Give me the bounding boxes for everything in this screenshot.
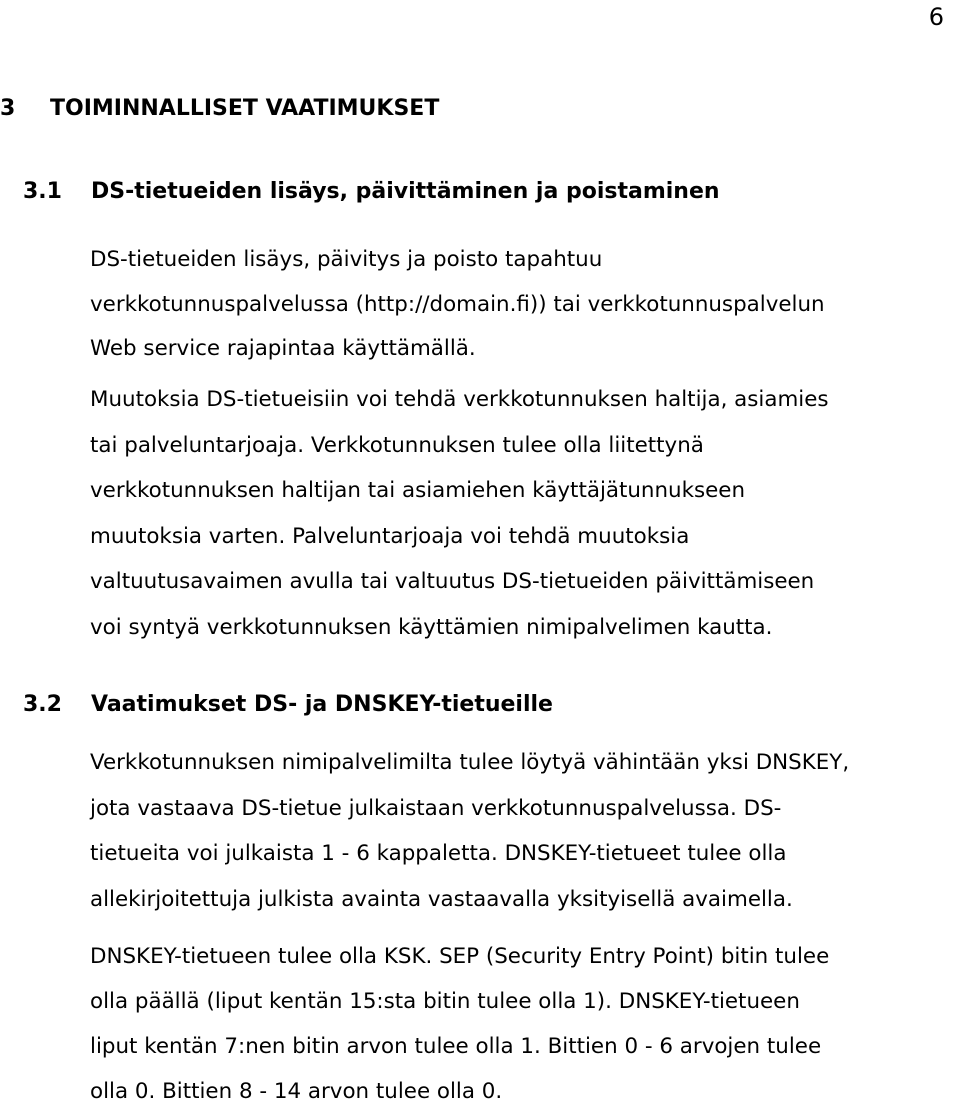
paragraph-line: muutoksia varten. Palveluntarjoaja voi tehdä muutoksia	[90, 523, 690, 549]
paragraph-line: tai palveluntarjoaja. Verkkotunnuksen tulee olla liitettynä	[90, 432, 704, 458]
paragraph-line: voi syntyä verkkotunnuksen käyttämien nimipalvelimen kautta.	[90, 614, 773, 640]
paragraph-who-can-change	[90, 377, 950, 650]
paragraph-line: jota vastaava DS-tietue julkaistaan verkkotunnuspalvelussa. DS-	[90, 795, 782, 821]
paragraph-line: verkkotunnuksen haltijan tai asiamiehen käyttäjätunnukseen	[90, 478, 746, 503]
subsection-number: 3.2	[23, 692, 62, 717]
page-number: 6	[928, 3, 944, 31]
paragraph-line: verkkotunnuspalvelussa (http://domain.fi)) tai verkkotunnuspalvelun	[90, 291, 825, 317]
paragraph-dnskey-requirement	[90, 740, 950, 922]
paragraph-line: liput kentän 7:nen bitin arvon tulee olla 1. Bittien 0 - 6 arvojen tulee	[90, 1034, 822, 1059]
subsection-heading-3-2	[23, 691, 553, 719]
paragraph-line: olla päällä (liput kentän 15:sta bitin tulee olla 1). DNSKEY-tietueen	[90, 989, 800, 1014]
section-heading	[0, 95, 439, 123]
paragraph-line: Verkkotunnuksen nimipalvelimilta tulee löytyä vähintään yksi DNSKEY,	[90, 750, 850, 775]
section-title: TOIMINNALLISET VAATIMUKSET	[50, 96, 440, 121]
paragraph-line: DS-tietueiden lisäys, päivitys ja poisto tapahtuu	[90, 247, 603, 272]
paragraph-line: tietueita voi julkaista 1 - 6 kappaletta. DNSKEY-tietueet tulee olla	[90, 841, 787, 866]
paragraph-line: Muutoksia DS-tietueisiin voi tehdä verkkotunnuksen haltija, asiamies	[90, 387, 829, 412]
section-number: 3	[0, 96, 16, 121]
subsection-heading-3-1	[23, 178, 720, 206]
paragraph-ds-records-intro	[90, 238, 950, 372]
subsection-number: 3.1	[23, 179, 62, 204]
paragraph-line: Web service rajapintaa käyttämällä.	[90, 336, 476, 361]
subsection-title: DS-tietueiden lisäys, päivittäminen ja poistaminen	[91, 179, 720, 204]
paragraph-line: olla 0. Bittien 8 - 14 arvon tulee olla 0.	[90, 1079, 503, 1104]
paragraph-line: allekirjoitettuja julkista avainta vastaavalla yksityisellä avaimella.	[90, 886, 793, 912]
paragraph-ksk-flags	[90, 934, 950, 1114]
paragraph-line: DNSKEY-tietueen tulee olla KSK. SEP (Security Entry Point) bitin tulee	[90, 944, 830, 969]
paragraph-line: valtuutusavaimen avulla tai valtuutus DS-tietueiden päivittämiseen	[90, 569, 815, 594]
subsection-title: Vaatimukset DS- ja DNSKEY-tietueille	[91, 692, 553, 717]
